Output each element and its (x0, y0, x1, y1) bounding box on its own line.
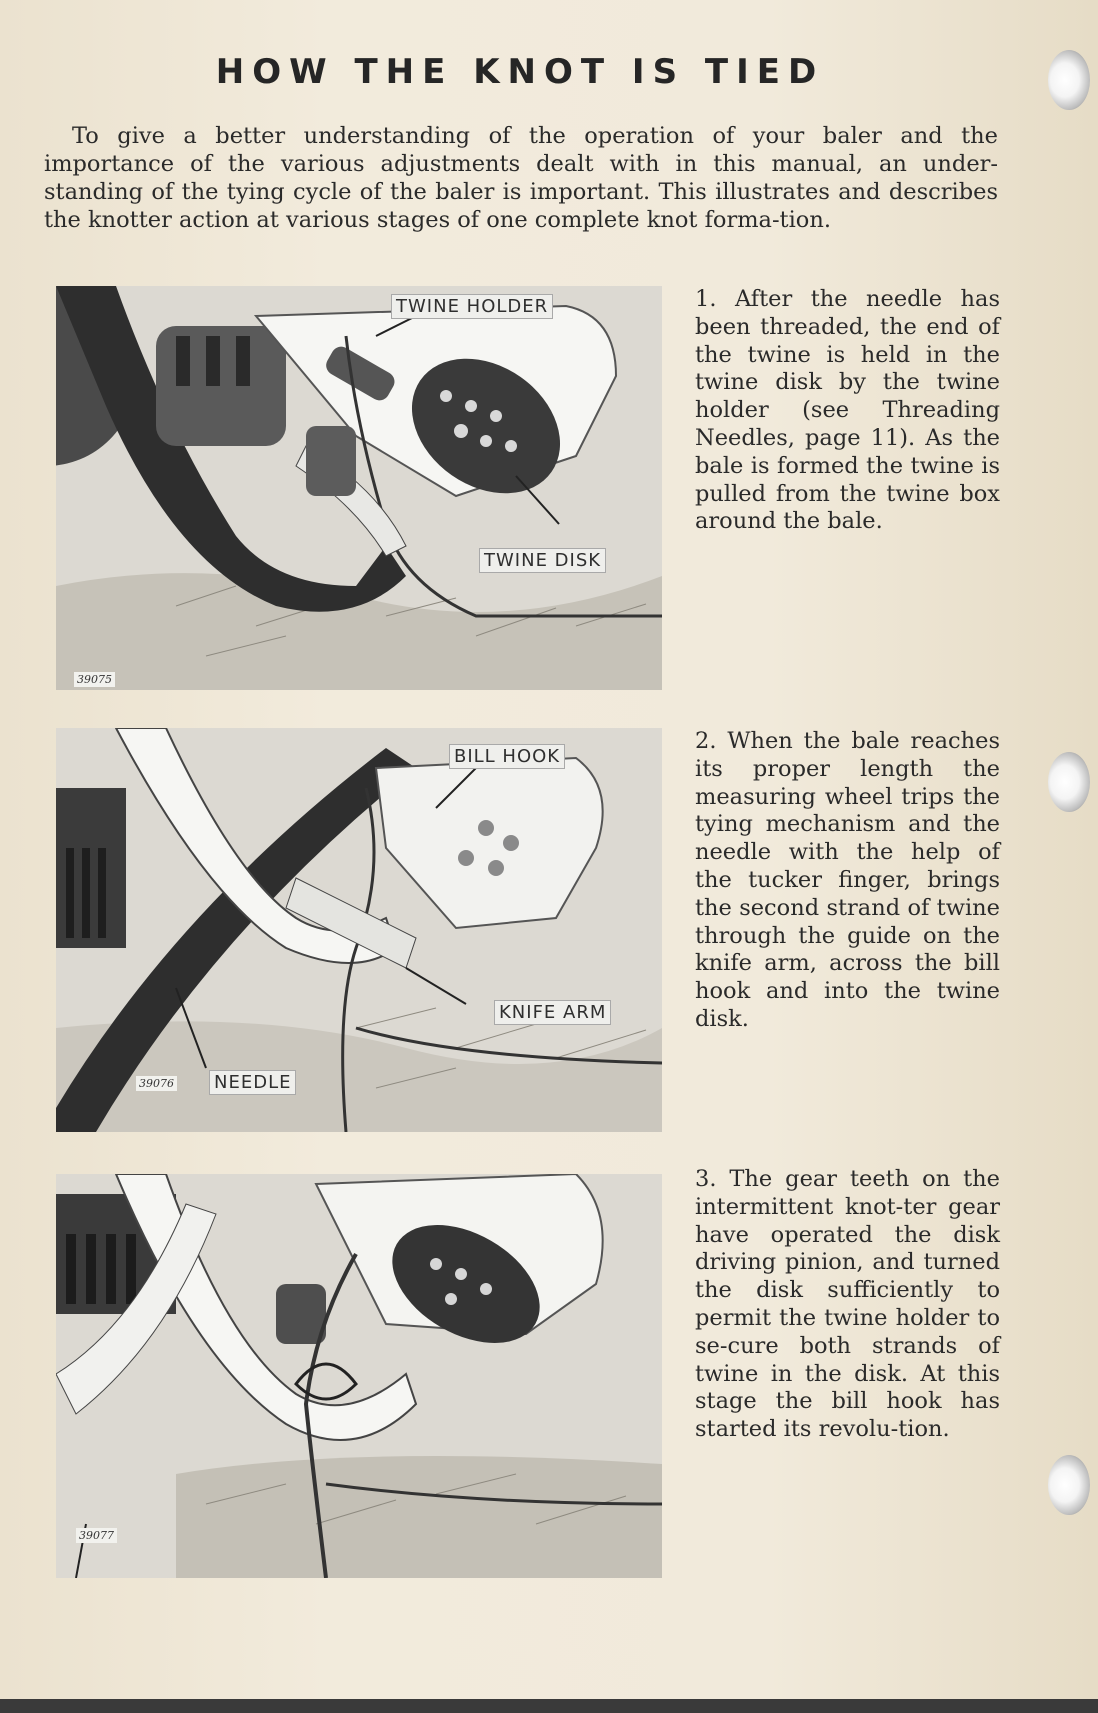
callout-twine-holder: TWINE HOLDER (391, 294, 553, 319)
figure-1-illustration (56, 286, 662, 690)
callout-twine-disk: TWINE DISK (479, 548, 606, 573)
figure-number: 39076 (136, 1076, 177, 1091)
step-1-text: 1. After the needle has been threaded, the end of the twine is held in the twine disk by the twine holder (see Threading Needles, page 11). As the bale is formed the twine is pulled from the twine box around the bale. (695, 286, 1000, 535)
step-3-text: 3. The gear teeth on the intermittent knot-ter gear have operated the disk driving pinion, and turned the disk sufficiently to permit the twine holder to se-cure both strands of twine in the disk. At this stage the bill hook has started its revolu-tion. (695, 1166, 1000, 1443)
figure-number: 39075 (74, 672, 115, 687)
figure-number: 39077 (76, 1528, 117, 1543)
page-bottom-edge (0, 1699, 1098, 1713)
step-2-text: 2. When the bale reaches its proper length the measuring wheel trips the tying mechanism and the needle with the help of the tucker finger, brings the second strand of twine through the guide on the knife arm, across the bill hook and into the twine disk. (695, 728, 1000, 1032)
binder-hole (1048, 50, 1090, 110)
page-title: HOW THE KNOT IS TIED (215, 52, 825, 92)
intro-paragraph: To give a better understanding of the operation of your baler and the importance of the various adjustments dealt with in this manual, an under-standing of the tying cycle of the baler is important. This illustrates and describes the knotter action at various stages of one complete knot forma-tion. (44, 123, 998, 233)
figure-3-illustration (56, 1174, 662, 1578)
knotter-illustration-2 (56, 728, 662, 1132)
knotter-illustration-1 (56, 286, 662, 690)
callout-knife-arm: KNIFE ARM (494, 1000, 611, 1025)
figure-2-illustration (56, 728, 662, 1132)
binder-hole (1048, 752, 1090, 812)
callout-needle: NEEDLE (209, 1070, 296, 1095)
binder-hole (1048, 1455, 1090, 1515)
knotter-illustration-3 (56, 1174, 662, 1578)
callout-bill-hook: BILL HOOK (449, 744, 565, 769)
